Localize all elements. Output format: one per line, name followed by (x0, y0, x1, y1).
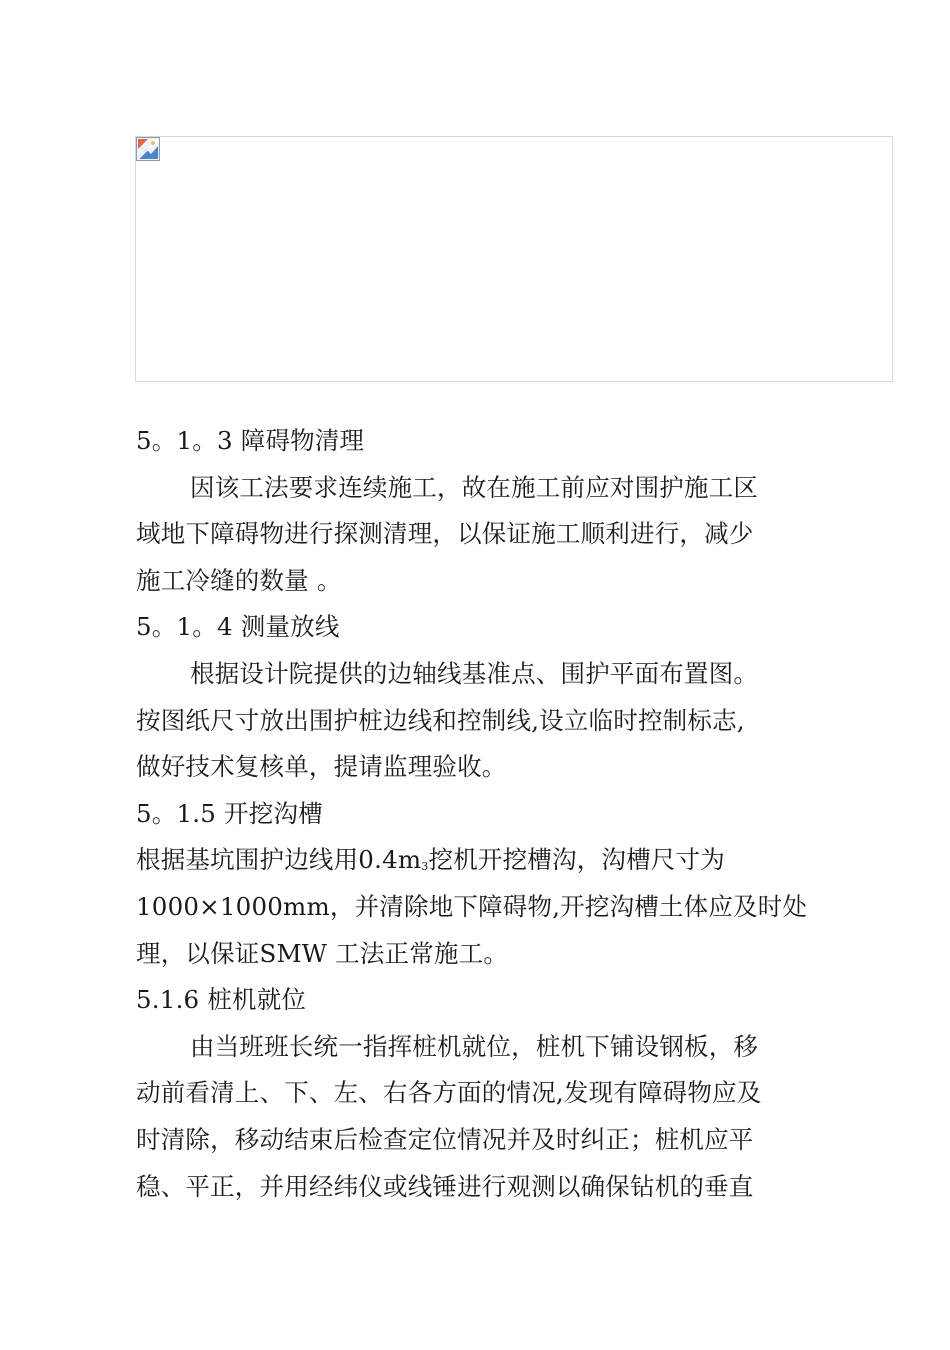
paragraph-line: 按图纸尺寸放出围护桩边线和控制线,设立临时控制标志, (136, 705, 745, 735)
figure-placeholder (135, 136, 893, 382)
section-heading: 5。1。4 测量放线 (136, 612, 340, 642)
section-heading: 5。1。3 障碍物清理 (136, 426, 365, 455)
paragraph-text: 挖机开挖槽沟，沟槽尺寸为 (428, 845, 725, 875)
section-heading: 5.1.6 桩机就位 (136, 985, 307, 1015)
paragraph-line: 时清除，移动结束后检查定位情况并及时纠正；桩机应平 (136, 1124, 754, 1154)
paragraph-line: 动前看清上、下、左、右各方面的情况,发现有障碍物应及 (136, 1078, 762, 1108)
paragraph-line: 根据设计院提供的边轴线基准点、围护平面布置图。 (190, 658, 759, 688)
paragraph-line: 由当班班长统一指挥桩机就位，桩机下铺设钢板，移 (190, 1031, 759, 1061)
paragraph-line: 域地下障碍物进行探测清理，以保证施工顺利进行，减少 (136, 519, 754, 549)
section-heading: 5。1.5 开挖沟槽 (136, 798, 323, 828)
paragraph-line: 1000×1000mm，并清除地下障碍物,开挖沟槽土体应及时处 (136, 891, 808, 921)
paragraph-text: 根据基坑围护边线用0.4m (136, 845, 422, 875)
paragraph-line (136, 837, 836, 884)
paragraph-line: 理，以保证SMW 工法正常施工。 (136, 938, 509, 968)
subscript-text: 3 (421, 860, 429, 874)
paragraph-line: 做好技术复核单，提请监理验收。 (136, 752, 507, 782)
broken-image-icon (136, 137, 160, 161)
document-body (136, 418, 836, 1210)
paragraph-line: 施工冷缝的数量 。 (136, 565, 342, 595)
paragraph-line: 因该工法要求连续施工，故在施工前应对围护施工区 (190, 472, 759, 502)
paragraph-line: 稳、平正，并用经纬仪或线锤进行观测以确保钻机的垂直 (136, 1171, 754, 1201)
